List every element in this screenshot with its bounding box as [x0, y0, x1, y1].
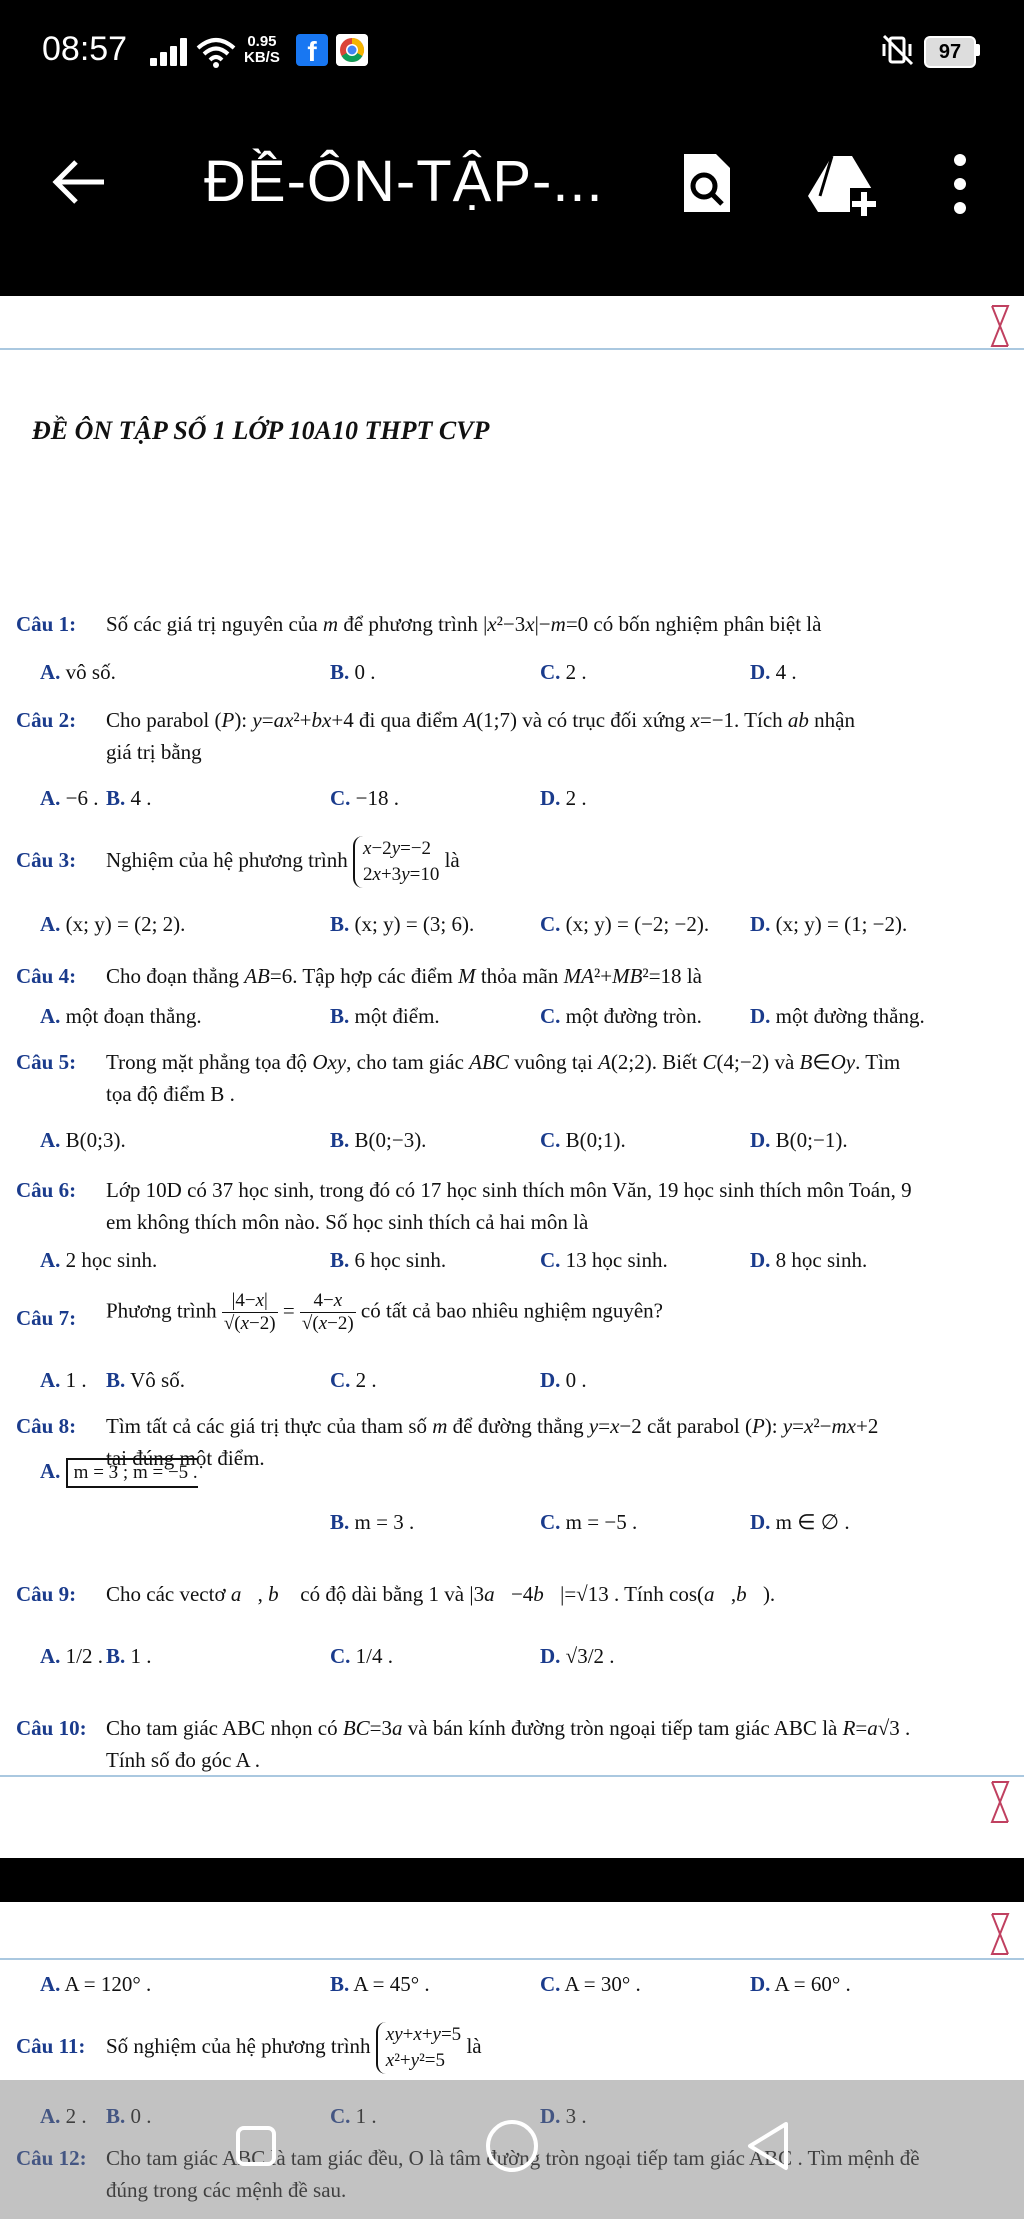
option-letter: D. [540, 1644, 561, 1668]
option-text: 13 học sinh. [565, 1248, 668, 1272]
option-letter: B. [330, 1972, 350, 1996]
text: Cho các vectơ [106, 1582, 226, 1606]
document-title: ĐỀ-ÔN-TẬP-... [204, 149, 604, 214]
text: đúng trong các mệnh đề sau. [106, 2178, 347, 2202]
option-text: 2 . [565, 786, 587, 810]
option-letter: C. [330, 1368, 351, 1392]
text: Số nghiệm của hệ phương trình [106, 2033, 371, 2058]
question-text: Cho các vectơ a⃗, b⃗ có độ dài bằng 1 và |3a⃗−4b⃗|=√13 . Tính cos(a⃗,b⃗). [106, 1582, 776, 1606]
option-a[interactable] [40, 1248, 157, 1273]
text: . Tìm [855, 1050, 901, 1074]
text: . Tính [613, 1582, 664, 1606]
option-text: B(0;1). [565, 1128, 626, 1152]
option-text: (x; y) = (−2; −2). [565, 912, 710, 936]
page-separator [0, 348, 1024, 350]
app-bar [0, 100, 1024, 296]
option-a[interactable] [40, 1004, 202, 1029]
text: . Tích [734, 708, 783, 732]
option-d[interactable] [540, 786, 587, 811]
option-letter: C. [330, 2104, 351, 2128]
text: và có trục đối xứng [522, 708, 686, 732]
option-letter: D. [750, 1004, 771, 1028]
option-letter: C. [540, 1248, 561, 1272]
facebook-icon: f [296, 34, 328, 66]
text: nhận [814, 708, 855, 732]
option-text: 2 . [65, 2104, 87, 2128]
search-in-document-icon[interactable] [676, 150, 736, 220]
exam-title: ĐỀ ÔN TẬP SỐ 1 LỚP 10A10 THPT CVP [32, 416, 490, 445]
text: Cho tam giác ABC nhọn có [106, 1716, 338, 1740]
page-break-marker-icon [990, 1912, 1010, 1956]
fraction: $\frac{|4-x|}{√(x-2)}$ [223, 1290, 276, 1334]
question-text: Cho đoạn thẳng AB=6. Tập hợp các điểm M thỏa mãn MA²+MB²=18 là [106, 964, 702, 988]
text: Lớp 10D có 37 học sinh, trong đó có 17 học sinh thích môn Văn, 19 học sinh thích môn Toán, 9 [106, 1178, 912, 1202]
text: em không thích môn nào. Số học sinh thích cả hai môn là [106, 1210, 589, 1234]
status-bar [0, 0, 1024, 100]
question-text: Trong mặt phẳng tọa độ Oxy, cho tam giác ABC vuông tại A(2;2). Biết C(4;−2) và B∈Oy. Tìm tọa độ điểm B . [106, 1050, 901, 1106]
more-options-icon[interactable] [940, 150, 980, 220]
text: và [774, 1050, 795, 1074]
option-text: 0 . [565, 1368, 587, 1392]
question-text [106, 2022, 1011, 2074]
option-text: 2 . [565, 660, 587, 684]
option-letter: B. [330, 1510, 350, 1534]
option-b[interactable] [330, 1510, 414, 1535]
text: để đường thẳng [452, 1414, 584, 1438]
option-text: −6 . [65, 786, 99, 810]
question-text: Tìm tất cả các giá trị thực của tham số m để đường thẳng y=x−2 cắt parabol (P): y=x²−mx+2 tại đúng một điểm. [106, 1414, 879, 1470]
option-text: một đường tròn. [565, 1004, 702, 1028]
question-label: Câu 10: [16, 1716, 87, 1740]
option-text: A = 60° . [774, 1972, 851, 1996]
text: tọa độ điểm B . [106, 1082, 235, 1106]
text: Cho đoạn thẳng [106, 964, 239, 988]
option-b[interactable] [330, 1128, 426, 1153]
text: Nghiệm của hệ phương trình [106, 847, 348, 872]
option-text: 4 . [775, 660, 797, 684]
option-text: Vô số. [130, 1368, 185, 1392]
equation-system: x−2y=−2 2x+3y=10 [353, 836, 439, 888]
question-text [106, 1174, 1011, 1238]
text: có độ dài bằng 1 và [300, 1582, 465, 1606]
equation-system: xy+x+y=5 x²+y²=5 [376, 2022, 461, 2074]
option-text: (x; y) = (3; 6). [354, 912, 475, 936]
option-d[interactable] [750, 1972, 851, 1997]
text: , cho tam giác [346, 1050, 464, 1074]
option-c[interactable] [540, 1510, 637, 1535]
option-letter: D. [750, 1248, 771, 1272]
question-label: Câu 9: [16, 1582, 77, 1606]
option-letter: D. [750, 1972, 771, 1996]
option-text: 1/4 . [355, 1644, 394, 1668]
option-text: B(0;−1). [775, 1128, 848, 1152]
recent-apps-icon[interactable] [238, 2128, 274, 2164]
option-text: một điểm. [354, 1004, 440, 1028]
option-text: một đường thẳng. [775, 1004, 925, 1028]
speed-value: 0.95 [247, 33, 277, 50]
option-text: −18 . [355, 786, 400, 810]
option-letter: B. [330, 1128, 350, 1152]
option-text: 1 . [65, 1368, 87, 1392]
option-text: B(0;3). [65, 1128, 126, 1152]
text: đi qua điểm [358, 708, 459, 732]
text: Phương trình [106, 1298, 217, 1323]
option-a[interactable] [40, 1128, 126, 1153]
option-b[interactable] [330, 912, 474, 937]
option-letter: C. [540, 1510, 561, 1534]
option-text: m = 3 . [354, 1510, 415, 1534]
text: Cho tam giác ABC là tam giác đều, O là tâm đường tròn ngoại tiếp tam giác ABC . Tìm mệnh đề [106, 2146, 920, 2170]
text: có bốn nghiệm phân biệt là [593, 612, 822, 636]
option-c[interactable] [540, 912, 709, 937]
text: . Biết [651, 1050, 698, 1074]
option-letter: A. [40, 1368, 61, 1392]
home-icon[interactable] [488, 2122, 536, 2170]
option-b[interactable] [330, 1004, 440, 1029]
option-d[interactable] [750, 1128, 848, 1153]
text: Trong mặt phẳng tọa độ [106, 1050, 308, 1074]
option-letter: D. [750, 660, 771, 684]
option-text: 8 học sinh. [775, 1248, 868, 1272]
option-letter: B. [330, 1004, 350, 1028]
option-letter: D. [540, 786, 561, 810]
back-arrow-icon[interactable] [48, 150, 112, 214]
option-letter: B. [330, 912, 350, 936]
option-letter: D. [750, 1510, 771, 1534]
option-letter: C. [540, 912, 561, 936]
option-letter: B. [106, 2104, 126, 2128]
option-text: (x; y) = (2; 2). [65, 912, 186, 936]
page-separator [0, 1958, 1024, 1960]
option-d[interactable] [750, 1248, 867, 1273]
question-label: Câu 3: [16, 848, 77, 872]
option-letter: A. [40, 1644, 61, 1668]
battery-indicator: 97 [924, 36, 976, 68]
text: Cho parabol [106, 708, 210, 732]
option-b[interactable] [330, 660, 376, 685]
option-letter: A. [40, 1004, 61, 1028]
option-text: A = 120° . [64, 1972, 152, 1996]
option-text: một đoạn thẳng. [65, 1004, 202, 1028]
question-label: Câu 5: [16, 1050, 77, 1074]
text: . Tập hợp các điểm [292, 964, 453, 988]
option-letter: D. [750, 912, 771, 936]
option-letter: D. [540, 2104, 561, 2128]
battery-tip [976, 44, 980, 56]
option-text: 6 học sinh. [354, 1248, 447, 1272]
question-label: Câu 4: [16, 964, 77, 988]
option-text: vô số. [65, 660, 116, 684]
option-letter: B. [330, 1248, 350, 1272]
option-letter: A. [40, 660, 61, 684]
option-letter: C. [540, 660, 561, 684]
text: là [466, 2033, 482, 2058]
question-text: Số các giá trị nguyên của m để phương trình |x²−3x|−m=0 có bốn nghiệm phân biệt là [106, 612, 822, 636]
option-letter: A. [40, 912, 61, 936]
option-b[interactable] [106, 1644, 152, 1669]
option-text: A = 45° . [353, 1972, 430, 1996]
option-b[interactable] [330, 1972, 430, 1997]
option-text: B(0;−3). [354, 1128, 427, 1152]
option-c[interactable] [540, 1972, 641, 1997]
question-label: Câu 8: [16, 1414, 77, 1438]
back-nav-icon[interactable] [750, 2124, 786, 2168]
option-d[interactable] [750, 1510, 850, 1535]
question-label: Câu 7: [16, 1306, 77, 1330]
option-letter: A. [40, 786, 61, 810]
option-text: (x; y) = (1; −2). [775, 912, 908, 936]
option-letter: D. [750, 1128, 771, 1152]
option-text: m = 3 ; m = −5 . [66, 1458, 198, 1488]
text: tại đúng một điểm. [106, 1446, 265, 1470]
option-letter: B. [106, 1368, 126, 1392]
text: để phương trình [343, 612, 478, 636]
option-text: 0 . [354, 660, 376, 684]
option-d[interactable] [750, 1004, 925, 1029]
text: là [686, 964, 702, 988]
option-letter: A. [40, 1972, 61, 1996]
question-label: Câu 2: [16, 708, 77, 732]
option-b[interactable] [106, 786, 152, 811]
text: Số các giá trị nguyên của [106, 612, 318, 636]
text: Tính số đo góc A . [106, 1748, 261, 1772]
text: vuông tại [514, 1050, 593, 1074]
page-break-marker-icon [990, 304, 1010, 348]
wifi-icon [196, 36, 236, 68]
option-c[interactable] [540, 1248, 668, 1273]
option-letter: A. [40, 1458, 61, 1483]
text: và bán kính đường tròn ngoại tiếp tam giác ABC là [407, 1716, 838, 1740]
option-letter: A. [40, 2104, 61, 2128]
option-c[interactable] [330, 1644, 393, 1669]
option-letter: A. [40, 1248, 61, 1272]
option-text: m = −5 . [565, 1510, 638, 1534]
option-text: 3 . [565, 2104, 587, 2128]
option-c[interactable] [540, 660, 587, 685]
option-letter: B. [330, 660, 350, 684]
add-to-drive-icon[interactable] [806, 150, 878, 220]
question-label: Câu 11: [16, 2034, 86, 2058]
question-text: Cho parabol (P): y=ax²+bx+4 đi qua điểm A(1;7) và có trục đối xứng x=−1. Tích ab nhận giá trị bằng [106, 708, 855, 764]
network-speed [244, 34, 280, 66]
option-text: 1 . [355, 2104, 377, 2128]
text: có tất cả bao nhiêu nghiệm nguyên? [360, 1298, 663, 1323]
option-b[interactable] [106, 1368, 185, 1393]
text: cắt parabol [646, 1414, 740, 1438]
question-text: Cho tam giác ABC nhọn có BC=3a và bán kính đường tròn ngoại tiếp tam giác ABC là R=a√3 . Tính số đo góc A . [106, 1716, 911, 1772]
option-letter: C. [540, 1972, 561, 1996]
option-c[interactable] [540, 1004, 702, 1029]
option-text: 0 . [130, 2104, 152, 2128]
question-label: Câu 12: [16, 2146, 87, 2170]
text: là [444, 847, 460, 872]
option-a[interactable] [40, 912, 185, 937]
page-gap [0, 1858, 1024, 1902]
question-text [106, 836, 1011, 888]
option-c[interactable] [330, 1368, 377, 1393]
fraction: $\frac{4-x}{√(x-2)}$ [301, 1290, 354, 1334]
option-c[interactable] [540, 1128, 626, 1153]
question-text: Phương trình $\frac{|4-x|}{√(x-2)}$ = $\frac{4-x}{√(x-2)}$ có tất cả bao nhiêu nghiệm nguyên? [106, 1290, 663, 1334]
option-text: m ∈ ∅ . [775, 1510, 850, 1534]
page-break-marker-icon [990, 1780, 1010, 1824]
option-text: 1/2 . [65, 1644, 104, 1668]
option-text: 2 . [355, 1368, 377, 1392]
option-a[interactable] [40, 1644, 103, 1669]
text: Tìm tất cả các giá trị thực của tham số [106, 1414, 427, 1438]
option-letter: C. [330, 1644, 351, 1668]
navigation-bar [0, 2080, 1024, 2219]
option-d[interactable] [750, 660, 797, 685]
option-b[interactable] [330, 1248, 446, 1273]
option-letter: B. [106, 1644, 126, 1668]
option-text: √3/2 . [565, 1644, 615, 1668]
option-letter: C. [540, 1128, 561, 1152]
signal-icon [150, 38, 190, 66]
option-d[interactable] [540, 1644, 615, 1669]
option-text: 1 . [130, 1644, 152, 1668]
vibrate-mute-icon [880, 34, 916, 66]
option-a[interactable] [40, 1458, 198, 1488]
speed-unit: KB/S [244, 49, 280, 66]
text: thỏa mãn [480, 964, 559, 988]
status-time: 08:57 [42, 30, 128, 68]
option-a[interactable] [40, 1368, 87, 1393]
option-a[interactable] [40, 786, 99, 811]
option-d[interactable] [750, 912, 907, 937]
option-letter: C. [540, 1004, 561, 1028]
chrome-icon [336, 34, 368, 66]
option-letter: B. [106, 786, 126, 810]
question-label: Câu 1: [16, 612, 77, 636]
option-text: 2 học sinh. [65, 1248, 158, 1272]
option-text: 4 . [130, 786, 152, 810]
option-a[interactable] [40, 1972, 151, 1997]
option-d[interactable] [540, 1368, 587, 1393]
option-letter: D. [540, 1368, 561, 1392]
option-a[interactable] [40, 660, 116, 685]
option-text: A = 30° . [564, 1972, 641, 1996]
option-letter: C. [330, 786, 351, 810]
text: giá trị bằng [106, 740, 202, 764]
question-label: Câu 6: [16, 1178, 77, 1202]
option-c[interactable] [330, 786, 399, 811]
option-letter: A. [40, 1128, 61, 1152]
